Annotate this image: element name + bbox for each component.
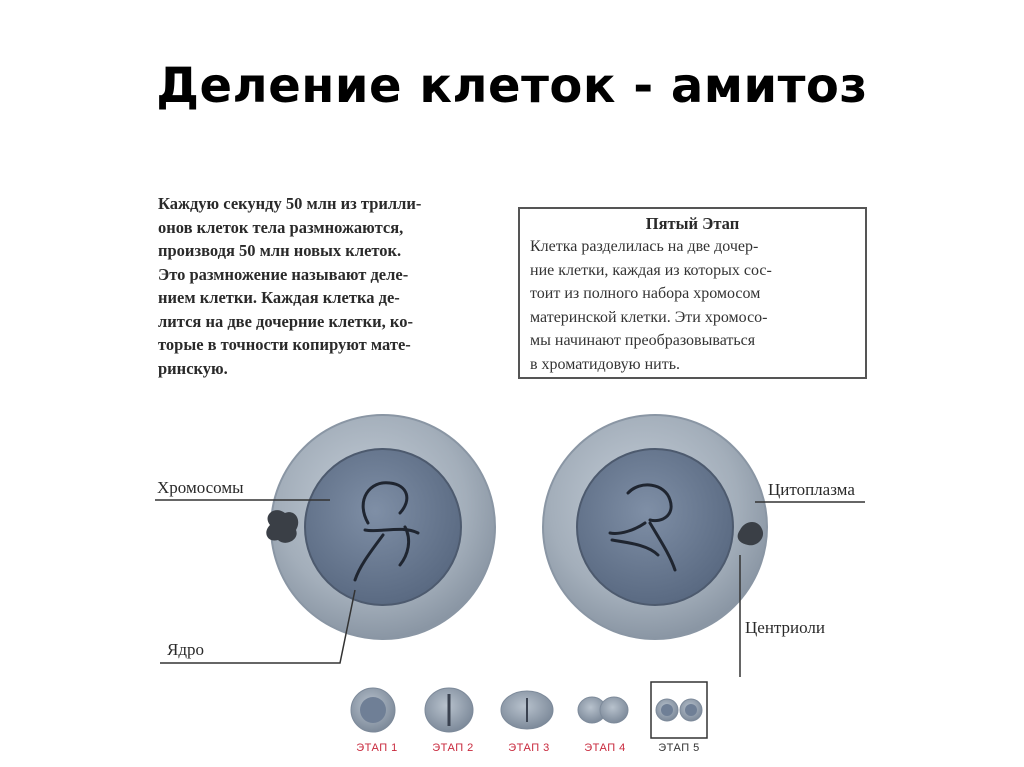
centrioles-label: Центриоли: [745, 618, 826, 637]
stage-3-thumbnail[interactable]: [501, 691, 553, 729]
slide-title: Деление клеток - амитоз: [156, 58, 868, 114]
stage-box-body: Клетка разделилась на две дочер- ние клетки, каждая из которых сос- тоит из полного набора хромосом материнской клетки. Эти хромосо- мы начинают преобразовываться в хроматидовую нить.: [530, 238, 772, 373]
stages-svg: [340, 680, 720, 740]
stage-box-title: Пятый Этап: [645, 214, 740, 233]
stage-2-thumbnail[interactable]: [425, 688, 473, 732]
stage-4-thumbnail[interactable]: [578, 697, 628, 723]
cell-division-diagram: [150, 405, 890, 705]
left-daughter-cell: [266, 415, 495, 639]
stage-5-label[interactable]: ЭТАП 5: [658, 742, 700, 754]
right-nucleus: [577, 449, 733, 605]
chromosomes-label: Хромосомы: [157, 478, 244, 497]
cell-diagram-svg: [150, 405, 890, 705]
cytoplasm-label: Цитоплазма: [768, 480, 855, 499]
intro-paragraph: Каждую секунду 50 млн из трилли- онов клеток тела размножаются, производя 50 млн новых клеток. Это размножение называют деле- нием клетки. Каждая клетка де- лится на две дочерние клетки, ко- торые в точности копируют мате- ринскую.: [158, 194, 422, 378]
stage-5-thumbnail[interactable]: [651, 682, 707, 738]
left-nucleus: [305, 449, 461, 605]
stage-3-label[interactable]: ЭТАП 3: [508, 742, 550, 754]
nucleus-label: Ядро: [167, 640, 204, 659]
stage-1-thumbnail[interactable]: [351, 688, 395, 732]
left-centriole: [266, 510, 298, 543]
stage-4-label[interactable]: ЭТАП 4: [584, 742, 626, 754]
stage-description-box: [518, 207, 867, 379]
stages-strip: [340, 680, 720, 767]
stage-1-label[interactable]: ЭТАП 1: [356, 742, 398, 754]
stage-2-label[interactable]: ЭТАП 2: [432, 742, 474, 754]
right-daughter-cell: [543, 415, 767, 639]
